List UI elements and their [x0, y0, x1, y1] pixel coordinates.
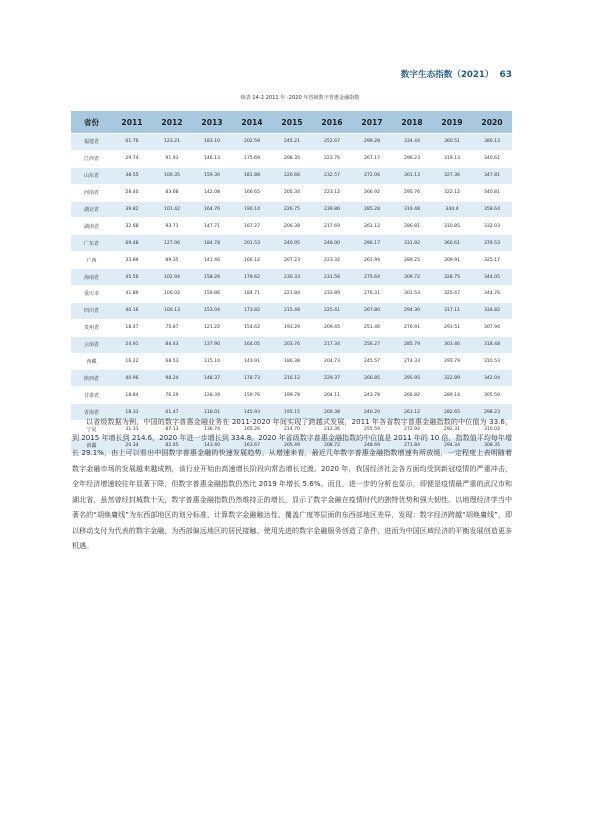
- province-cell: 福建省: [71, 134, 112, 151]
- index-value-cell: 29.74: [112, 150, 152, 167]
- index-value-cell: 184.71: [232, 286, 272, 303]
- index-value-cell: 102.94: [152, 269, 192, 286]
- index-value-cell: 285.28: [352, 201, 392, 218]
- column-header-year: 2017: [352, 111, 392, 134]
- index-value-cell: 344.05: [472, 269, 512, 286]
- index-value-cell: 240.95: [272, 235, 312, 252]
- index-value-cell: 204.73: [312, 353, 352, 370]
- index-value-cell: 251.46: [352, 319, 392, 336]
- index-value-cell: 272.92: [392, 421, 432, 438]
- index-value-cell: 294.30: [392, 302, 432, 319]
- index-value-cell: 248.69: [352, 438, 392, 455]
- page-number: 63: [499, 70, 512, 80]
- province-cell: 新疆: [71, 438, 112, 455]
- index-value-cell: 39.82: [112, 201, 152, 218]
- index-value-cell: 252.67: [312, 134, 352, 151]
- table-row: [71, 286, 512, 303]
- index-value-cell: 201.53: [232, 235, 272, 252]
- index-value-cell: 18.33: [112, 404, 152, 421]
- province-cell: 四川省: [71, 302, 112, 319]
- index-value-cell: 195.15: [272, 404, 312, 421]
- index-value-cell: 175.69: [232, 150, 272, 167]
- index-value-cell: 334.82: [472, 302, 512, 319]
- index-value-cell: 184.78: [192, 235, 232, 252]
- index-value-cell: 147.71: [192, 218, 232, 235]
- index-value-cell: 153.04: [192, 302, 232, 319]
- index-value-cell: 199.78: [272, 387, 312, 404]
- index-value-cell: 84.43: [152, 336, 192, 353]
- index-value-cell: 310.02: [472, 421, 512, 438]
- index-value-cell: 221.84: [272, 286, 312, 303]
- index-value-cell: 203.76: [272, 336, 312, 353]
- index-value-cell: 261.12: [352, 218, 392, 235]
- table-row: [71, 252, 512, 269]
- index-value-cell: 208.72: [312, 438, 352, 455]
- index-value-cell: 358.64: [472, 201, 512, 218]
- index-value-cell: 87.13: [152, 421, 192, 438]
- province-cell: 江西省: [71, 150, 112, 167]
- index-value-cell: 318.48: [472, 336, 512, 353]
- index-value-cell: 145.93: [232, 404, 272, 421]
- index-value-cell: 223.12: [312, 184, 352, 201]
- index-value-cell: 245.57: [352, 353, 392, 370]
- index-value-cell: 272.06: [352, 167, 392, 184]
- index-value-cell: 159.86: [192, 286, 232, 303]
- index-value-cell: 289.14: [432, 387, 472, 404]
- index-value-cell: 325.17: [472, 252, 512, 269]
- index-value-cell: 360.61: [432, 235, 472, 252]
- index-value-cell: 220.66: [272, 167, 312, 184]
- index-value-cell: 40.96: [112, 370, 152, 387]
- index-value-cell: 245.21: [272, 134, 312, 151]
- index-value-cell: 332.03: [472, 218, 512, 235]
- index-value-cell: 32.68: [112, 218, 152, 235]
- index-value-cell: 325.47: [432, 286, 472, 303]
- data-table: [71, 111, 512, 455]
- index-value-cell: 261.94: [352, 252, 392, 269]
- province-cell: 山东省: [71, 167, 112, 184]
- index-value-cell: 38.55: [112, 167, 152, 184]
- index-value-cell: 282.65: [432, 404, 472, 421]
- index-value-cell: 295.95: [392, 370, 432, 387]
- index-value-cell: 226.75: [272, 201, 312, 218]
- table-row: [71, 387, 512, 404]
- index-value-cell: 274.33: [392, 353, 432, 370]
- index-value-cell: 121.22: [192, 319, 232, 336]
- index-value-cell: 256.27: [352, 336, 392, 353]
- province-cell: 甘肃省: [71, 387, 112, 404]
- index-value-cell: 310.85: [432, 218, 472, 235]
- index-value-cell: 276.31: [352, 286, 392, 303]
- index-value-cell: 209.45: [312, 319, 352, 336]
- index-value-cell: 298.23: [472, 404, 512, 421]
- index-value-cell: 267.17: [352, 150, 392, 167]
- index-value-cell: 295.76: [392, 184, 432, 201]
- column-header-year: 2020: [472, 111, 512, 134]
- province-cell: 宁夏: [71, 421, 112, 438]
- index-value-cell: 193.29: [272, 319, 312, 336]
- province-cell: 广东省: [71, 235, 112, 252]
- table-row: [71, 269, 512, 286]
- index-value-cell: 61.47: [152, 404, 192, 421]
- index-value-cell: 165.26: [232, 421, 272, 438]
- body-paragraph: 以省级数据为例，中国的数字普惠金融业务在 2011-2020 年间实现了跨越式发展，2011 年各省数字普惠金融指数的中位值为 33.6，到 2015 年增长到 214.6，2020 年进一步增长到 334.8。2020 年省级数字普惠金融指数的中位值是 2011 年的 10 倍，指数值平均每年增长 29.1%，由上可以看出中国数字普惠金融的快速发展趋势。从增速来看，最近几年数字普惠金融指数增速有所放缓，一定程度上表明随着数字金融市场的发展越来越成熟，该行业开始由高速增长阶段向常态增长过渡。2020 年，我国经济社会各方面均受到新冠疫情的严重冲击，全年经济增速较往年显著下降，但数字普惠金融指数仍然比 2019 年增长 5.6%。而且，进一步的分析也显示，即便是疫情最严重的武汉市和湖北省，虽然曾经封城数十天，数字普惠金融指数仍然维持正的增长，显示了数字金融在疫情时代的独特优势和强大韧性。以地理经济学当中著名的“胡焕庸线”为东西部地区的划分标准，计算数字金融触达性、覆盖广度等层面的东西部地区差异，发现：数字经济跨越“胡焕庸线”，即以移动支付为代表的数字金融，为西部偏远地区的居民接触、使用先进的数字金融服务创造了条件，进而为中国区域经济的平衡发展创造更多机遇。: [72, 417, 512, 550]
- index-value-cell: 68.53: [152, 353, 192, 370]
- index-value-cell: 334.44: [392, 134, 432, 151]
- province-cell: 海南省: [71, 269, 112, 286]
- index-value-cell: 82.45: [152, 438, 192, 455]
- index-value-cell: 76.29: [152, 387, 192, 404]
- index-value-cell: 380.13: [472, 134, 512, 151]
- index-value-cell: 146.13: [192, 150, 232, 167]
- index-value-cell: 100.13: [152, 302, 192, 319]
- province-cell: 贵州省: [71, 319, 112, 336]
- table-row: [71, 319, 512, 336]
- column-header-year: 2016: [312, 111, 352, 134]
- index-value-cell: 100.02: [152, 286, 192, 303]
- index-value-cell: 340.61: [472, 150, 512, 167]
- index-value-cell: 101.42: [152, 201, 192, 218]
- index-value-cell: 164.76: [192, 201, 232, 218]
- index-value-cell: 271.84: [392, 438, 432, 455]
- index-value-cell: 276.91: [392, 319, 432, 336]
- index-value-cell: 178.73: [232, 370, 272, 387]
- index-value-cell: 83.68: [152, 184, 192, 201]
- column-header-year: 2018: [392, 111, 432, 134]
- index-value-cell: 301.13: [392, 167, 432, 184]
- index-value-cell: 24.91: [112, 336, 152, 353]
- table-row: [71, 167, 512, 184]
- index-value-cell: 296.17: [352, 235, 392, 252]
- index-value-cell: 216.12: [272, 370, 312, 387]
- index-value-cell: 61.76: [112, 134, 152, 151]
- index-value-cell: 340.81: [472, 184, 512, 201]
- table-row: [71, 336, 512, 353]
- index-value-cell: 248.00: [312, 235, 352, 252]
- index-value-cell: 118.01: [192, 404, 232, 421]
- index-value-cell: 239.86: [312, 201, 352, 218]
- index-value-cell: 301.53: [392, 286, 432, 303]
- index-value-cell: 89.35: [152, 252, 192, 269]
- index-value-cell: 173.82: [232, 302, 272, 319]
- index-value-cell: 40.16: [112, 302, 152, 319]
- index-value-cell: 360.51: [432, 134, 472, 151]
- index-value-cell: 309.91: [432, 252, 472, 269]
- index-value-cell: 16.22: [112, 353, 152, 370]
- index-value-cell: 137.90: [192, 336, 232, 353]
- index-value-cell: 69.48: [112, 235, 152, 252]
- index-value-cell: 45.56: [112, 269, 152, 286]
- index-value-cell: 208.35: [272, 150, 312, 167]
- index-value-cell: 200.38: [312, 404, 352, 421]
- index-value-cell: 303.46: [432, 336, 472, 353]
- index-value-cell: 158.26: [192, 269, 232, 286]
- index-value-cell: 159.76: [232, 387, 272, 404]
- table-row: [71, 370, 512, 387]
- index-value-cell: 28.40: [112, 184, 152, 201]
- index-value-cell: 93.71: [152, 218, 192, 235]
- index-value-cell: 232.57: [312, 167, 352, 184]
- index-value-cell: 308.35: [472, 438, 512, 455]
- table-row: [71, 235, 512, 252]
- index-value-cell: 33.89: [112, 252, 152, 269]
- index-value-cell: 293.51: [432, 319, 472, 336]
- column-header-year: 2015: [272, 111, 312, 134]
- column-header-year: 2013: [192, 111, 232, 134]
- index-value-cell: 100.35: [152, 167, 192, 184]
- province-cell: 湖南省: [71, 218, 112, 235]
- table-row: [71, 302, 512, 319]
- index-value-cell: 307.94: [472, 319, 512, 336]
- column-header-year: 2014: [232, 111, 272, 134]
- index-value-cell: 266.92: [352, 184, 392, 201]
- index-value-cell: 164.05: [232, 336, 272, 353]
- index-value-cell: 319.48: [392, 201, 432, 218]
- index-value-cell: 190.14: [232, 201, 272, 218]
- index-value-cell: 75.87: [152, 319, 192, 336]
- index-value-cell: 154.62: [232, 319, 272, 336]
- province-cell: 陕西省: [71, 370, 112, 387]
- table-row: [71, 201, 512, 218]
- table-row: [71, 134, 512, 151]
- table-row: [71, 184, 512, 201]
- index-value-cell: 328.75: [432, 269, 472, 286]
- index-value-cell: 344.4: [432, 201, 472, 218]
- index-value-cell: 217.69: [312, 218, 352, 235]
- index-value-cell: 331.92: [392, 235, 432, 252]
- table-row: [71, 218, 512, 235]
- index-value-cell: 205.49: [272, 438, 312, 455]
- table-header-row: [71, 111, 512, 134]
- index-value-cell: 128.39: [192, 387, 232, 404]
- table-caption: 续表 14-2 2011 年 -2020 年省级数字普惠金融指数: [240, 95, 360, 101]
- index-value-cell: 233.89: [312, 286, 352, 303]
- index-value-cell: 240.20: [352, 404, 392, 421]
- index-value-cell: 181.88: [232, 167, 272, 184]
- index-value-cell: 217.34: [312, 336, 352, 353]
- index-value-cell: 167.27: [232, 218, 272, 235]
- index-value-cell: 141.46: [192, 252, 232, 269]
- index-value-cell: 322.89: [432, 370, 472, 387]
- index-value-cell: 243.78: [352, 387, 392, 404]
- index-value-cell: 159.30: [192, 167, 232, 184]
- index-value-cell: 255.59: [352, 421, 392, 438]
- index-value-cell: 142.08: [192, 184, 232, 201]
- index-value-cell: 344.76: [472, 286, 512, 303]
- index-value-cell: 266.82: [392, 387, 432, 404]
- province-cell: 湖北省: [71, 201, 112, 218]
- index-value-cell: 319.13: [432, 150, 472, 167]
- table-row: [71, 353, 512, 370]
- index-value-cell: 148.37: [192, 370, 232, 387]
- index-value-cell: 202.59: [232, 134, 272, 151]
- index-value-cell: 143.40: [192, 438, 232, 455]
- index-value-cell: 215.48: [272, 302, 312, 319]
- index-value-cell: 327.36: [432, 167, 472, 184]
- index-value-cell: 317.11: [432, 302, 472, 319]
- index-value-cell: 293.79: [432, 353, 472, 370]
- index-value-cell: 206.38: [272, 218, 312, 235]
- index-value-cell: 183.10: [192, 134, 232, 151]
- index-value-cell: 285.79: [392, 336, 432, 353]
- header-title: 数字生态指数（2021）: [400, 70, 494, 80]
- table-row: [71, 150, 512, 167]
- index-value-cell: 305.50: [472, 387, 512, 404]
- index-value-cell: 166.65: [232, 184, 272, 201]
- province-cell: 河南省: [71, 184, 112, 201]
- index-value-cell: 143.91: [232, 353, 272, 370]
- index-value-cell: 20.34: [112, 438, 152, 455]
- index-value-cell: 299.28: [352, 134, 392, 151]
- index-value-cell: 205.34: [272, 184, 312, 201]
- index-value-cell: 309.72: [392, 269, 432, 286]
- province-cell: 青海省: [71, 404, 112, 421]
- index-value-cell: 223.32: [312, 252, 352, 269]
- index-value-cell: 91.93: [152, 150, 192, 167]
- index-value-cell: 267.80: [352, 302, 392, 319]
- index-value-cell: 123.21: [152, 134, 192, 151]
- index-value-cell: 347.81: [472, 167, 512, 184]
- index-value-cell: 18.84: [112, 387, 152, 404]
- index-value-cell: 212.36: [312, 421, 352, 438]
- running-header: [401, 68, 512, 80]
- column-header-year: 2019: [432, 111, 472, 134]
- index-value-cell: 229.37: [312, 370, 352, 387]
- province-cell: 重庆市: [71, 286, 112, 303]
- index-value-cell: 342.04: [472, 370, 512, 387]
- index-value-cell: 230.33: [272, 269, 312, 286]
- column-header-year: 2011: [112, 111, 152, 134]
- index-value-cell: 286.81: [392, 218, 432, 235]
- index-value-cell: 266.85: [352, 370, 392, 387]
- index-value-cell: 292.31: [432, 421, 472, 438]
- index-value-cell: 289.25: [392, 252, 432, 269]
- index-value-cell: 379.53: [472, 235, 512, 252]
- index-value-cell: 18.47: [112, 319, 152, 336]
- index-value-cell: 186.38: [272, 353, 312, 370]
- index-value-cell: 136.74: [192, 421, 232, 438]
- province-cell: 云南省: [71, 336, 112, 353]
- index-value-cell: 163.67: [232, 438, 272, 455]
- index-value-cell: 225.41: [312, 302, 352, 319]
- index-value-cell: 179.62: [232, 269, 272, 286]
- index-value-cell: 204.11: [312, 387, 352, 404]
- index-value-cell: 115.10: [192, 353, 232, 370]
- index-value-cell: 294.34: [432, 438, 472, 455]
- province-cell: 广西: [71, 252, 112, 269]
- index-value-cell: 41.89: [112, 286, 152, 303]
- province-cell: 西藏: [71, 353, 112, 370]
- index-value-cell: 322.12: [432, 184, 472, 201]
- index-value-cell: 263.12: [392, 404, 432, 421]
- index-value-cell: 127.06: [152, 235, 192, 252]
- index-value-cell: 223.76: [312, 150, 352, 167]
- index-value-cell: 231.56: [312, 269, 352, 286]
- index-value-cell: 296.23: [392, 150, 432, 167]
- index-value-cell: 207.23: [272, 252, 312, 269]
- column-header-province: 省份: [71, 111, 112, 134]
- index-value-cell: 98.24: [152, 370, 192, 387]
- index-value-cell: 310.53: [472, 353, 512, 370]
- index-value-cell: 31.31: [112, 421, 152, 438]
- index-value-cell: 275.64: [352, 269, 392, 286]
- index-value-cell: 166.12: [232, 252, 272, 269]
- index-value-cell: 214.70: [272, 421, 312, 438]
- column-header-year: 2012: [152, 111, 192, 134]
